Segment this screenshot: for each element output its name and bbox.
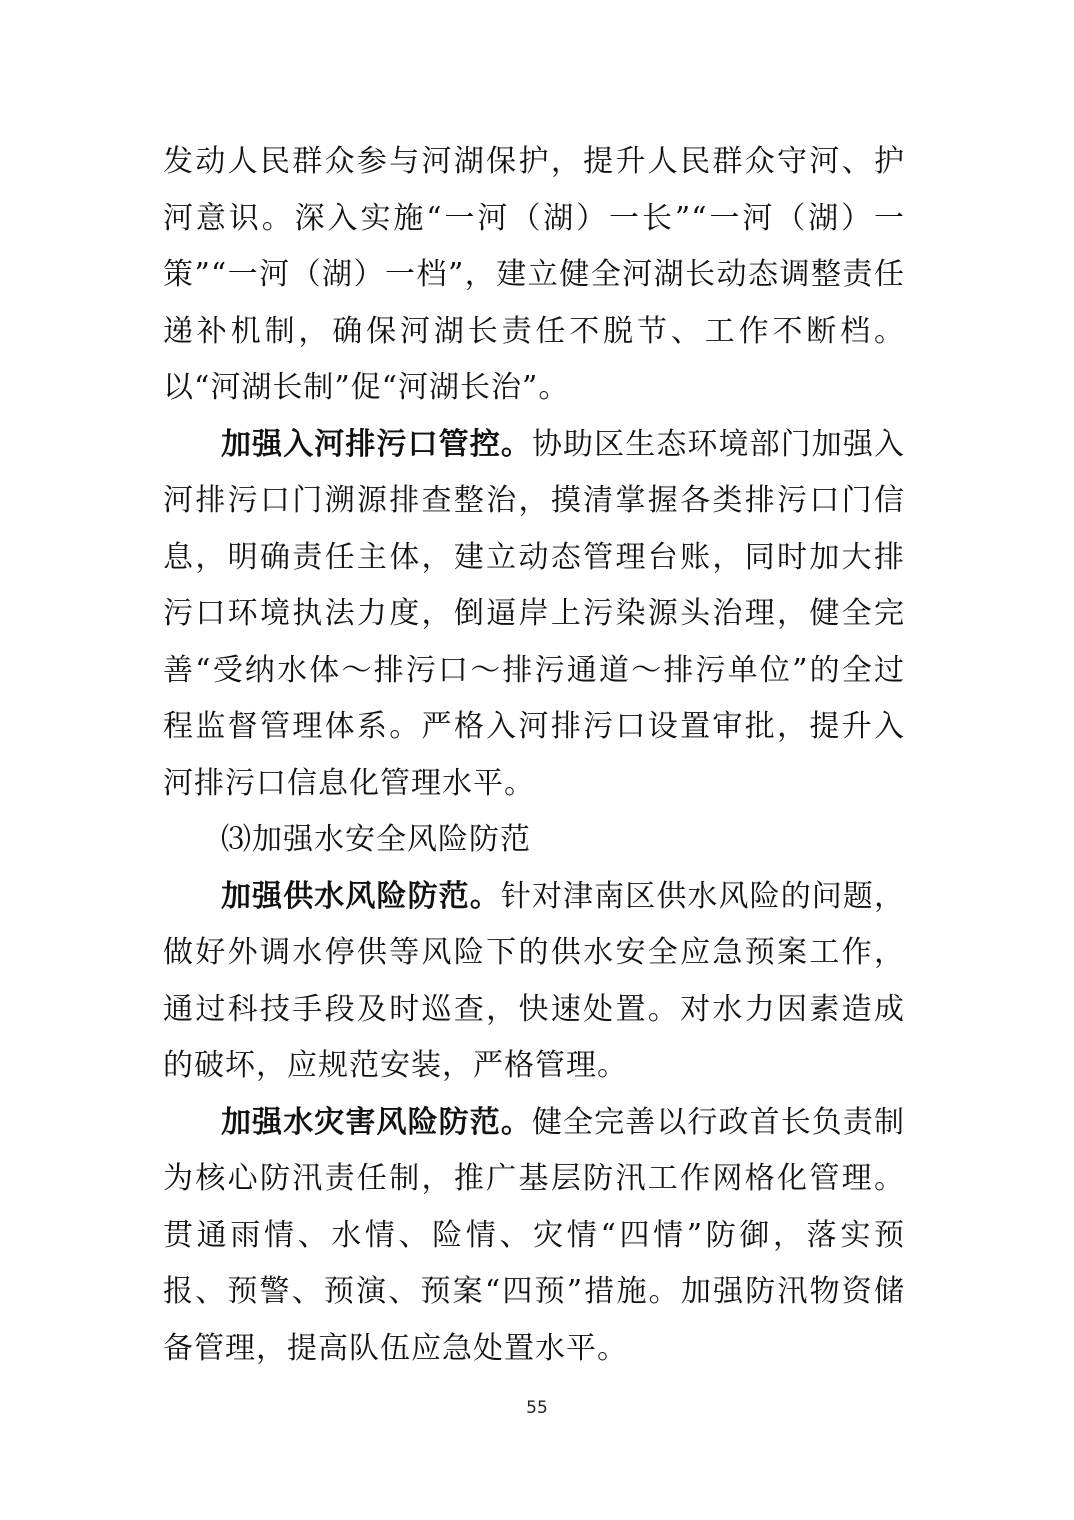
body-text [163,134,905,1377]
paragraph-lead: 加强水灾害风险防范。 [221,1104,532,1140]
paragraph-text: 健全完善以行政首长负责制为核心防汛责任制，推广基层防汛工作网格化管理。贯通雨情、水情、险情、灾情“四情”防御，落实预报、预警、预演、预案“四预”措施。加强防汛物资储备管理，提高队伍应急处置水平。 [163,1104,906,1366]
section-heading-water-safety: ⑶加强水安全风险防范 [221,822,531,857]
paragraph-lead: 加强供水风险防范。 [221,878,501,914]
paragraph-public-participation [163,134,905,417]
paragraph-lead: 加强入河排污口管控。 [221,426,532,462]
paragraph-text: 发动人民群众参与河湖保护，提升人民群众守河、护河意识。深入实施“一河（湖）一长”“一河（湖）一策”“一河（湖）一档”，建立健全河湖长动态调整责任递补机制，确保河湖长责任不脱节、工作不断档。以“河湖长制”促“河湖长治”。 [163,144,905,405]
paragraph-text: 针对津南区供水风险的问题，做好外调水停供等风险下的供水安全应急预案工作，通过科技手段及时巡查，快速处置。对水力因素造成的破坏，应规范安装，严格管理。 [163,878,906,1083]
page-number: 55 [526,1398,548,1418]
paragraph-text: 协助区生态环境部门加强入河排污口门溯源排查整治，摸清掌握各类排污口门信息，明确责任主体，建立动态管理台账，同时加大排污口环境执法力度，倒逼岸上污染源头治理，健全完善“受纳水体～排污口～排污通道～排污单位”的全过程监督管理体系。严格入河排污口设置审批，提升入河排污口信息化管理水平。 [163,426,906,801]
paragraph-water-supply-risk [163,869,905,1095]
paragraph-flood-disaster-risk [163,1095,905,1378]
paragraph-sewage-outlet-control [163,417,905,813]
